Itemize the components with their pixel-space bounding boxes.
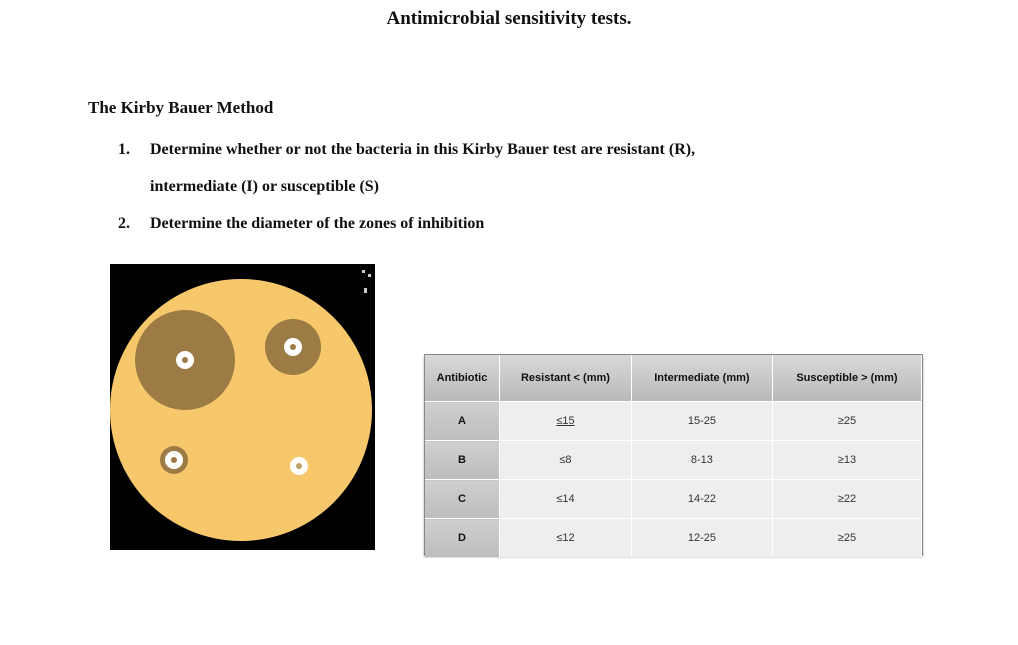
table-row <box>425 441 922 480</box>
resistant-cell: ≤15 <box>500 402 632 441</box>
column-header: Antibiotic <box>425 355 500 402</box>
question-1-continuation: intermediate (I) or susceptible (S) <box>150 178 379 195</box>
table-row <box>425 480 922 519</box>
question-text: Determine whether or not the bacteria in this Kirby Bauer test are resistant (R), <box>150 141 696 158</box>
petri-dish-image <box>110 264 375 550</box>
antibiotic-cell: A <box>425 402 500 441</box>
petri-dish-drawing <box>110 264 375 550</box>
table-row <box>425 402 922 441</box>
susceptible-cell: ≥13 <box>772 441 921 480</box>
column-header: Susceptible > (mm) <box>772 355 921 402</box>
susceptible-cell: ≥25 <box>772 402 921 441</box>
question-number: 2. <box>118 215 130 232</box>
question-text: Determine the diameter of the zones of inhibition <box>150 215 485 232</box>
resistant-cell: ≤14 <box>500 480 632 519</box>
antibiotic-cell: D <box>425 519 500 558</box>
column-header: Resistant < (mm) <box>500 355 632 402</box>
section-heading: The Kirby Bauer Method <box>88 98 274 117</box>
breakpoint-table <box>424 354 923 554</box>
table-header-row <box>425 355 922 402</box>
antibiotic-cell: B <box>425 441 500 480</box>
agar-plate <box>110 279 372 541</box>
antibiotic-cell: C <box>425 480 500 519</box>
intermediate-cell: 15-25 <box>631 402 772 441</box>
intermediate-cell: 14-22 <box>631 480 772 519</box>
intermediate-cell: 8-13 <box>631 441 772 480</box>
susceptible-cell: ≥25 <box>772 519 921 558</box>
intermediate-cell: 12-25 <box>631 519 772 558</box>
table-row <box>425 519 922 558</box>
resistant-cell: ≤12 <box>500 519 632 558</box>
page-title: Antimicrobial sensitivity tests. <box>386 8 632 29</box>
susceptible-cell: ≥22 <box>772 480 921 519</box>
resistant-cell: ≤8 <box>500 441 632 480</box>
question-number: 1. <box>118 141 130 158</box>
column-header: Intermediate (mm) <box>631 355 772 402</box>
